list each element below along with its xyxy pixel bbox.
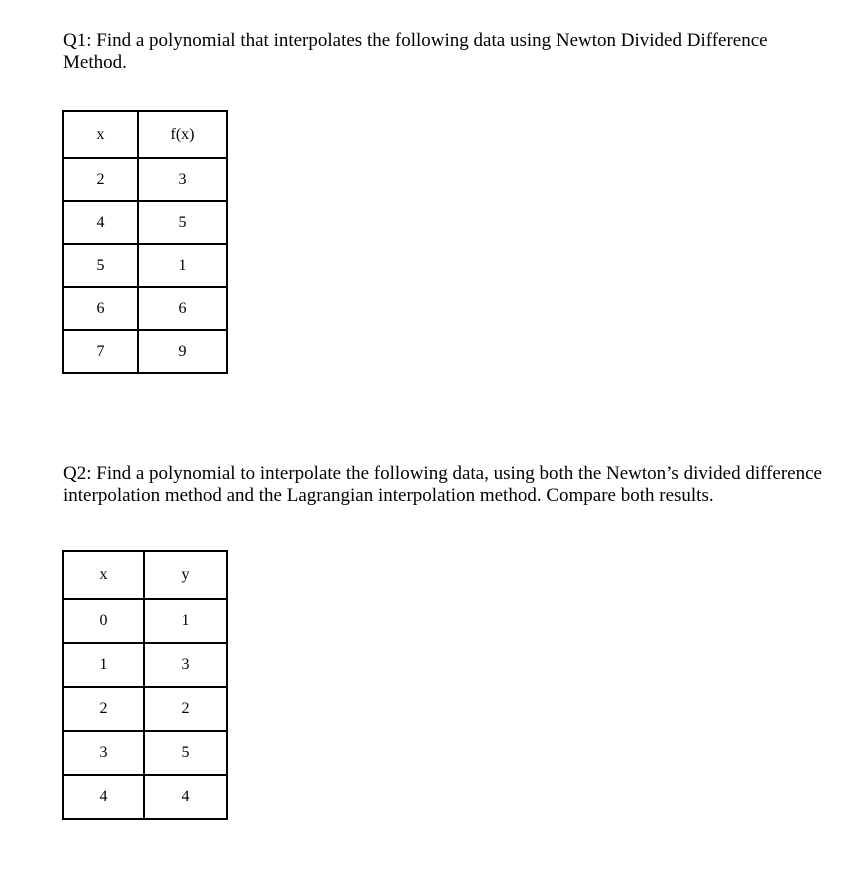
cell-x: 7 (63, 330, 138, 373)
table-row (63, 287, 227, 330)
question-2-text: Q2: Find a polynomial to interpolate the following data, using both the Newton’s divided difference interpolation method and the Lagrangian interpolation method. Compare both results. (63, 463, 822, 506)
question-1-text: Q1: Find a polynomial that interpolates the following data using Newton Divided Difference Method. (63, 30, 768, 73)
column-header-fx: f(x) (138, 111, 227, 158)
cell-x: 2 (63, 687, 144, 731)
cell-x: 2 (63, 158, 138, 201)
table-row (63, 244, 227, 287)
column-header-y: y (144, 551, 227, 599)
data-table-1 (62, 110, 228, 374)
cell-x: 5 (63, 244, 138, 287)
data-table-2 (62, 550, 228, 820)
cell-y: 4 (144, 775, 227, 819)
table-row (63, 731, 227, 775)
cell-x: 0 (63, 599, 144, 643)
cell-y: 1 (144, 599, 227, 643)
table-row (63, 201, 227, 244)
cell-x: 3 (63, 731, 144, 775)
cell-fx: 6 (138, 287, 227, 330)
cell-fx: 3 (138, 158, 227, 201)
table-row (63, 599, 227, 643)
cell-x: 6 (63, 287, 138, 330)
cell-fx: 5 (138, 201, 227, 244)
cell-x: 4 (63, 775, 144, 819)
cell-fx: 1 (138, 244, 227, 287)
cell-x: 4 (63, 201, 138, 244)
cell-x: 1 (63, 643, 144, 687)
table-row (63, 643, 227, 687)
column-header-x: x (63, 551, 144, 599)
table-row (63, 687, 227, 731)
table-header-row (63, 111, 227, 158)
cell-y: 3 (144, 643, 227, 687)
table-header-row (63, 551, 227, 599)
cell-y: 2 (144, 687, 227, 731)
table-row (63, 330, 227, 373)
column-header-x: x (63, 111, 138, 158)
cell-y: 5 (144, 731, 227, 775)
table-row (63, 775, 227, 819)
table-row (63, 158, 227, 201)
cell-fx: 9 (138, 330, 227, 373)
